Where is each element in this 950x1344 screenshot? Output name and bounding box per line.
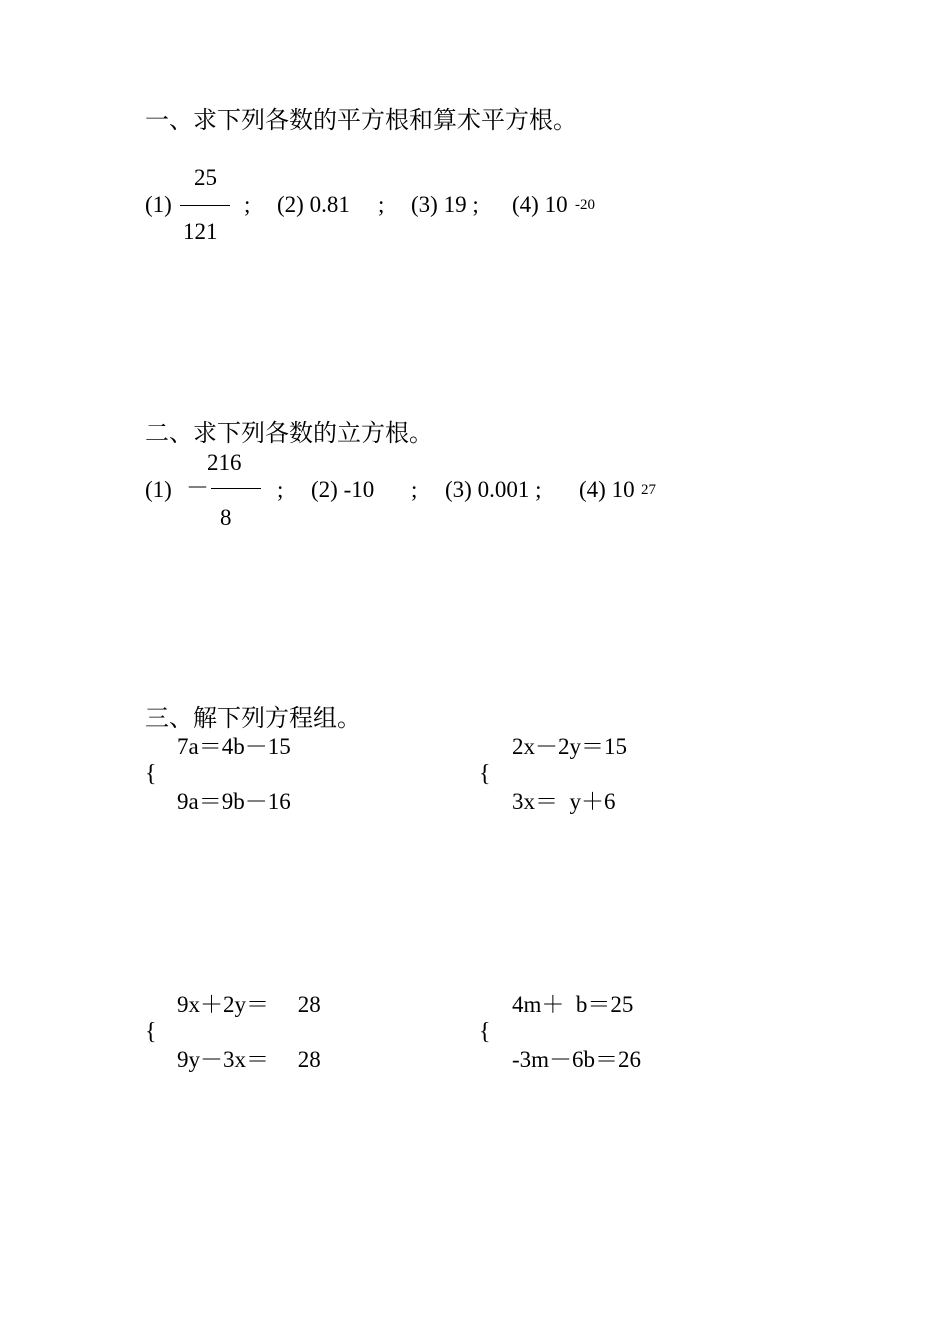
fraction-bar — [180, 205, 230, 206]
section-1-heading: 一、求下列各数的平方根和算术平方根。 — [145, 108, 577, 134]
fraction-numerator: 216 — [207, 450, 242, 475]
problem-2: (2) 0.81 — [277, 192, 350, 217]
fraction-denominator: 8 — [220, 505, 232, 530]
fraction-denominator: 121 — [183, 219, 218, 244]
problem-4-base: (4) 10 — [512, 192, 568, 217]
section-2-heading: 二、求下列各数的立方根。 — [145, 421, 433, 447]
separator: ; — [411, 477, 418, 502]
problem-2: (2) -10 — [311, 477, 375, 502]
problem-3: (3) 0.001 ; — [445, 477, 542, 502]
equation-2: 9a＝9b－16 — [177, 789, 291, 814]
equation-1: 7a＝4b－15 — [177, 734, 291, 759]
separator: ; — [277, 477, 284, 502]
brace: { — [145, 761, 157, 787]
equation-2: 3x＝ y＋6 — [512, 789, 616, 814]
problem-1-label: (1) — [145, 192, 172, 217]
problem-4-exponent: 27 — [641, 482, 656, 498]
section-3-heading: 三、解下列方程组。 — [145, 706, 361, 732]
separator: ; — [244, 192, 251, 217]
problem-4-exponent: -20 — [575, 197, 595, 213]
equation-1: 2x－2y＝15 — [512, 734, 627, 759]
problem-3: (3) 19 ; — [411, 192, 479, 217]
minus-sign: － — [186, 475, 209, 500]
problem-1-label: (1) — [145, 477, 172, 502]
brace: { — [479, 1019, 491, 1045]
separator: ; — [378, 192, 385, 217]
fraction-bar — [211, 488, 261, 489]
equation-1: 4m＋ b＝25 — [512, 992, 634, 1017]
brace: { — [479, 761, 491, 787]
fraction-numerator: 25 — [194, 165, 217, 190]
equation-2: -3m－6b＝26 — [512, 1047, 642, 1072]
problem-4-base: (4) 10 — [579, 477, 635, 502]
brace: { — [145, 1019, 157, 1045]
equation-1: 9x＋2y＝ 28 — [177, 992, 321, 1017]
equation-2: 9y－3x＝ 28 — [177, 1047, 321, 1072]
